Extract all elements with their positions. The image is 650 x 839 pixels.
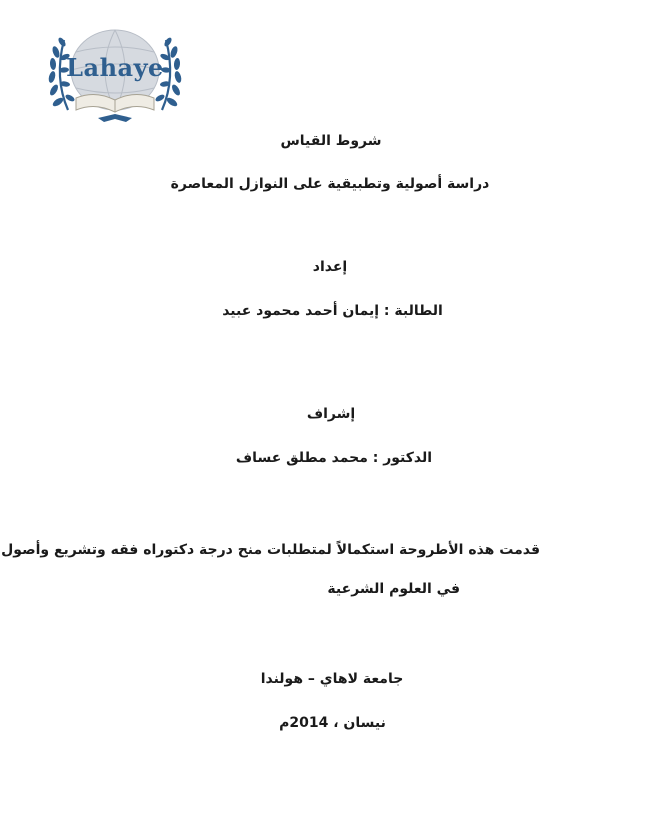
- student-name: الطالبة : إيمان أحمد محمود عبيد: [222, 303, 443, 319]
- university-logo: [40, 18, 190, 130]
- thesis-subtitle: دراسة أصولية وتطبيقية على النوازل المعاصرة: [170, 176, 490, 192]
- thesis-purpose-line-1: قدمت هذه الأطروحة استكمالاً لمتطلبات منح درجة دكتوراه فقه وتشريع وأصول: [1, 542, 540, 558]
- submission-date: نيسان ، 2014م: [279, 715, 386, 731]
- prepared-by-label: إعداد: [312, 259, 348, 275]
- logo-text: Lahaye: [66, 53, 164, 82]
- thesis-purpose-line-2: في العلوم الشرعية: [327, 581, 460, 597]
- thesis-title: شروط القياس: [280, 133, 382, 149]
- university-name: جامعة لاهاي – هولندا: [260, 671, 404, 687]
- supervision-label: إشراف: [306, 406, 356, 422]
- supervisor-name: الدكتور : محمد مطلق عساف: [235, 450, 433, 466]
